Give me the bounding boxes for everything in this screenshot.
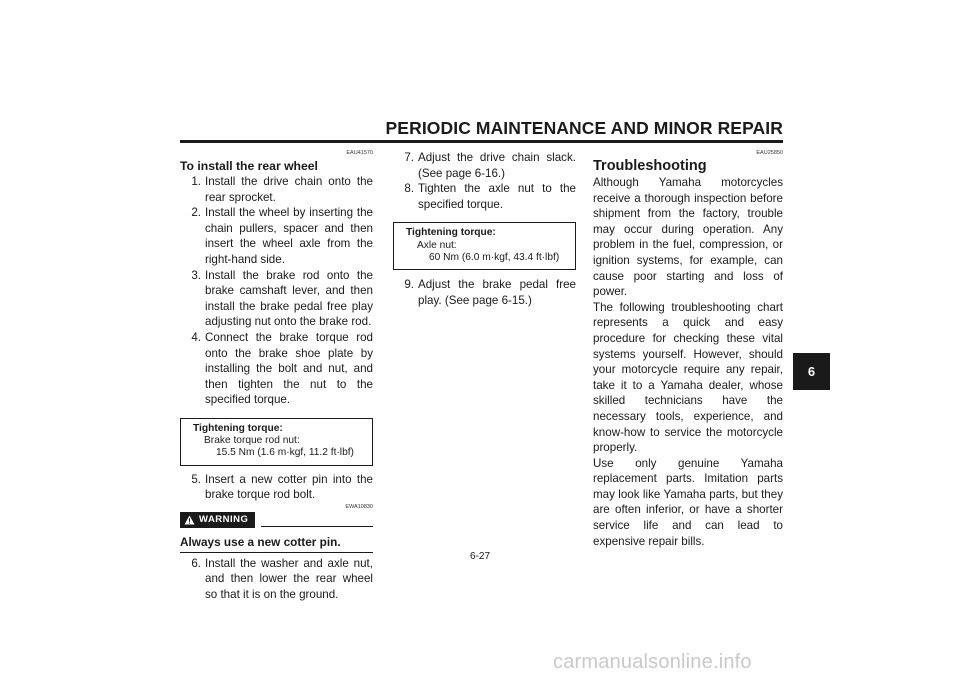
steps-list	[393, 150, 576, 212]
list-item	[393, 150, 576, 181]
torque-item: Brake torque rod nut:	[204, 435, 300, 447]
list-item	[180, 556, 373, 603]
step-number: 6.	[191, 556, 201, 570]
step-number: 2.	[191, 206, 201, 220]
steps-list	[180, 556, 373, 603]
steps-list	[180, 472, 373, 503]
torque-spec-box	[180, 418, 373, 466]
warning-text: Always use a new cotter pin.	[180, 528, 373, 553]
section-code: EAU41570	[346, 150, 373, 156]
step-text: Adjust the brake pedal free play. (See page 6-15.)	[418, 277, 576, 307]
section-heading: To install the rear wheel	[180, 159, 318, 173]
page-number: 6-27	[469, 551, 490, 562]
step-text: Install the drive chain onto the rear sprocket.	[205, 175, 373, 204]
torque-title: Tightening torque:	[193, 422, 283, 434]
step-text: Tighten the axle nut to the specified torque.	[418, 182, 576, 211]
paragraph: Although Yamaha motorcycles receive a thorough inspection before shipment from the factory, trouble may occur during operation. Any problem in the fuel, compression, or ignition systems, for example, can cause poor starting and loss of power.	[593, 176, 783, 299]
torque-value: 60 Nm (6.0 m·kgf, 43.4 ft·lbf)	[429, 251, 560, 263]
column-left	[180, 150, 373, 602]
paragraph: The following troubleshooting chart represents a quick and easy procedure for checking these vital systems yourself. However, should your motorcycle require any repair, take it to a Yamaha dealer, whose skilled technicians have the necessary tools, experience, and know-how to service the motorcycle properly.	[593, 300, 783, 455]
step-text: Adjust the drive chain slack. (See page 6-16.)	[418, 151, 576, 180]
step-text: Install the brake rod onto the brake camshaft lever, and then install the brake pedal free play adjusting nut onto the brake rod.	[205, 268, 373, 329]
list-item	[393, 277, 576, 308]
step-number: 1.	[191, 175, 201, 188]
page-title: PERIODIC MAINTENANCE AND MINOR REPAIR	[385, 118, 783, 138]
column-right	[593, 150, 783, 549]
step-number: 7.	[404, 151, 414, 164]
list-item	[180, 205, 373, 267]
section-code: EAU25850	[756, 150, 783, 156]
list-item	[180, 174, 373, 205]
warning-label: WARNING	[199, 513, 249, 525]
step-number: 4.	[191, 330, 201, 344]
watermark: carmanualsonline.info	[553, 651, 752, 673]
step-number: 8.	[404, 182, 414, 196]
list-item	[393, 181, 576, 212]
column-middle	[393, 150, 576, 308]
steps-list	[393, 277, 576, 308]
paragraph: Use only genuine Yamaha replacement parts. Imitation parts may look like Yamaha parts, but they are often inferior, or have a shorter service life and can lead to expensive repair bills.	[593, 456, 783, 548]
step-number: 5.	[191, 472, 201, 486]
list-item	[180, 268, 373, 330]
warning-badge	[180, 512, 255, 528]
chapter-tab-label: 6	[807, 364, 816, 379]
chapter-tab	[793, 353, 830, 390]
torque-item: Axle nut:	[417, 239, 457, 251]
list-item	[180, 472, 373, 503]
warning-rule	[261, 526, 373, 527]
torque-spec-box	[393, 222, 576, 270]
section-heading: Troubleshooting	[593, 158, 707, 174]
torque-title: Tightening torque:	[406, 227, 496, 239]
step-number: 9.	[404, 277, 414, 291]
step-text: Install the wheel by inserting the chain pullers, spacer and then insert the wheel axle from the right-hand side.	[205, 206, 373, 266]
list-item	[180, 330, 373, 408]
step-text: Install the washer and axle nut, and then lower the rear wheel so that it is on the ground.	[205, 556, 373, 601]
header-rule	[180, 140, 783, 143]
step-text: Connect the brake torque rod onto the brake shoe plate by installing the bolt and nut, and then tighten the nut to the specified torque.	[205, 330, 373, 407]
warning-code: EWA10830	[345, 503, 373, 510]
warning-triangle-icon	[184, 515, 195, 525]
step-number: 3.	[191, 268, 201, 282]
steps-list	[180, 174, 373, 408]
torque-value: 15.5 Nm (1.6 m·kgf, 11.2 ft·lbf)	[216, 447, 354, 459]
page-header	[180, 118, 783, 143]
step-text: Insert a new cotter pin into the brake torque rod bolt.	[205, 472, 373, 502]
warning-header	[180, 512, 373, 528]
